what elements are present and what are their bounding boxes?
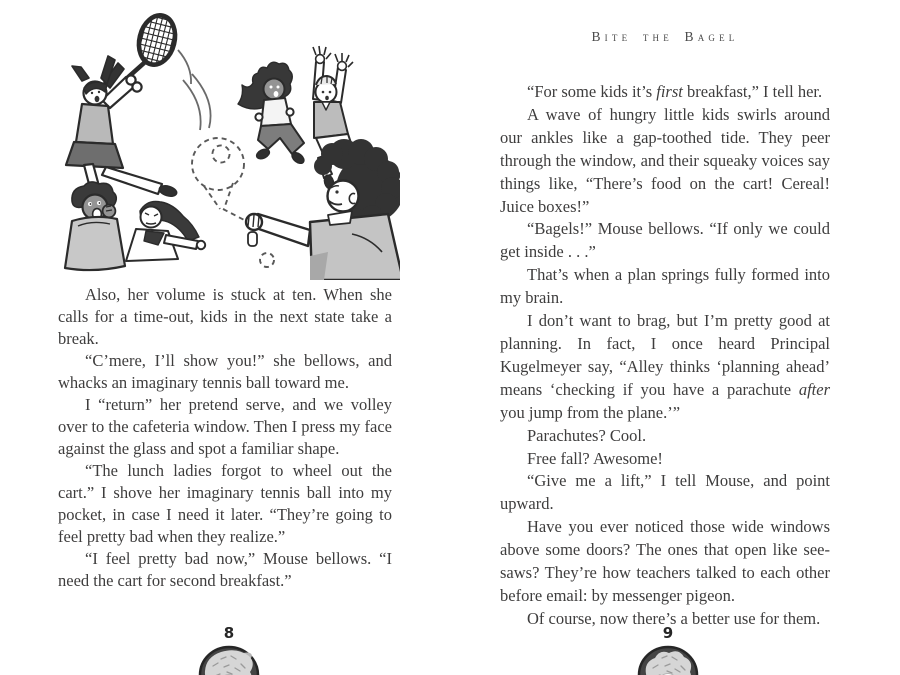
serving-girl xyxy=(66,56,178,198)
crouching-girl xyxy=(126,201,205,261)
paragraph: “I feel pretty bad now,” Mouse bellows. “I need the cart for second breakfast.” xyxy=(58,549,392,590)
paragraph: Free fall? Awesome! xyxy=(527,448,663,468)
bagel-icon xyxy=(197,644,261,675)
paragraph: Also, her volume is stuck at ten. When she calls for a time-out, kids in the next state take a break. xyxy=(58,285,392,348)
tennis-illustration xyxy=(52,4,400,280)
left-page-text xyxy=(58,284,392,592)
motion-arcs-lines xyxy=(178,50,211,130)
paragraph: A wave of hungry little kids swirls around our ankles like a gap-toothed tide. They peer through the window, and their squeaky voices say things like, “There’s food on the cart! Cereal! Juice boxes!” xyxy=(500,104,830,216)
page-number-right: 9 xyxy=(662,624,674,642)
paragraph: Have you ever noticed those wide windows above some doors? The ones that open like see-saws? They’re how teachers talked to each other before email: by messenger pigeon. xyxy=(500,517,830,605)
paragraph: “Bagels!” Mouse bellows. “If only we could get inside . . .” xyxy=(500,219,830,262)
page-number-left: 8 xyxy=(223,624,235,642)
paragraph: I “return” her pretend serve, and we volley over to the cafeteria window. Then I press my face against the glass and spot a familiar shape. xyxy=(58,395,392,458)
paragraph: “Give me a lift,” I tell Mouse, and point upward. xyxy=(500,471,830,514)
paragraph: That’s when a plan springs fully formed into my brain. xyxy=(500,265,830,308)
bagel-icon xyxy=(636,644,700,675)
paragraph: Of course, now there’s a better use for them. xyxy=(527,608,821,628)
imagining-boy xyxy=(246,139,400,280)
paragraph: I don’t want to brag, but I’m pretty good at planning. In fact, I once heard Principal Kugelmeyer say, “Alley thinks ‘planning ahead’ means ‘checking if you have a parachute after you jump from the plane.’” xyxy=(500,311,830,422)
paragraph: Parachutes? Cool. xyxy=(527,425,647,445)
paragraph: “The lunch ladies forgot to wheel out the cart.” I shove her imaginary tennis ball into my pocket, in case I need it later. “They’re going to feel pretty bad when they realize.” xyxy=(58,461,392,546)
running-head: Bite the Bagel xyxy=(591,29,739,44)
right-page-text xyxy=(500,81,830,631)
cowering-boy xyxy=(65,182,125,270)
paragraph: “C’mere, I’ll show you!” she bellows, and whacks an imaginary tennis ball toward me. xyxy=(58,351,392,392)
paragraph: “For some kids it’s first breakfast,” I tell her. xyxy=(527,82,823,101)
jumping-girl xyxy=(238,62,306,165)
